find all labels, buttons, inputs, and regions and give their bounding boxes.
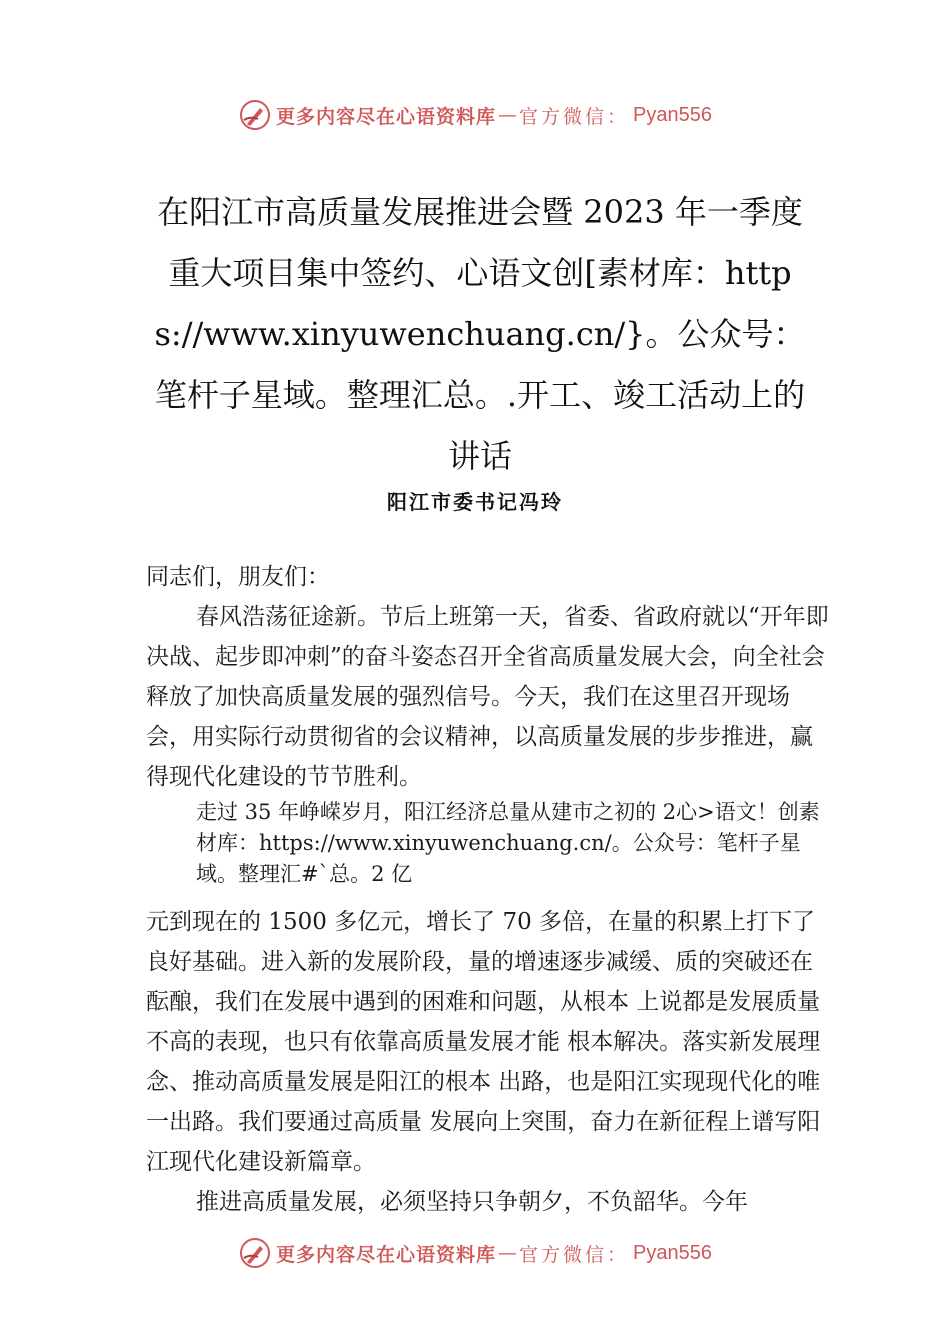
document-author: 阳江市委书记冯玲 xyxy=(387,490,563,514)
salutation: 同志们，朋友们： xyxy=(146,564,330,590)
banner-text: 更多内容尽在心语资料库 xyxy=(276,1243,497,1266)
banner-wechat-id: Pyan556 xyxy=(633,1241,712,1264)
paragraph-3: 推进高质量发展，必须坚持只争朝夕，不负韶华。今年 xyxy=(196,1189,748,1215)
document-title: 在阳江市高质量发展推进会暨 2023 年一季度重大项目集中签约、心语文创[素材库：https://www.xinyuwenchuang.cn/}。公众号：笔杆子星域。整理汇总。.开工、竣工活动上的讲话 xyxy=(154,193,806,475)
inserted-note: 走过 35 年峥嵘岁月，阳江经济总量从建市之初的 2心>语文！创素材库：https://www.xinyuwenchuang.cn/。公众号：笔杆子星域。整理汇#`总。2 亿 xyxy=(196,800,820,886)
banner-wechat-label: 官方微信： xyxy=(519,1243,630,1266)
banner-text: 更多内容尽在心语资料库 xyxy=(276,105,497,128)
footer-banner xyxy=(0,1233,950,1273)
ink-pen-logo-icon xyxy=(238,98,272,132)
banner-wechat-label: 官方微信： xyxy=(519,105,630,128)
ink-pen-logo-icon xyxy=(238,1236,272,1270)
header-banner xyxy=(0,95,950,135)
paragraph-1: 春风浩荡征途新。节后上班第一天，省委、省政府就以“开年即决战、起步即冲刺”的奋斗姿态召开全省高质量发展大会，向全社会释放了加快高质量发展的强烈信号。今天，我们在这里召开现场会，用实际行动贯彻省的会议精神，以高质量发展的步步推进，赢得现代化建设的节节胜利。 xyxy=(146,604,829,790)
banner-separator: — xyxy=(498,1242,518,1264)
banner-wechat-id: Pyan556 xyxy=(633,103,712,126)
banner-separator: — xyxy=(498,104,518,126)
paragraph-2: 元到现在的 1500 多亿元，增长了 70 多倍，在量的积累上打下了良好基础。进入新的发展阶段，量的增速逐步减缓、质的突破还在酝酿，我们在发展中遇到的困难和问题，从根本 上说都是发展质量不高的表现，也只有依靠高质量发展才能 根本解决。落实新发展理念、推动高质量发展是阳江的根本 出路，也是阳江实现现代化的唯一出路。我们要通过高质量 发展向上突围，奋力在新征程上谱写阳江现代化建设新篇章。 xyxy=(146,909,821,1175)
